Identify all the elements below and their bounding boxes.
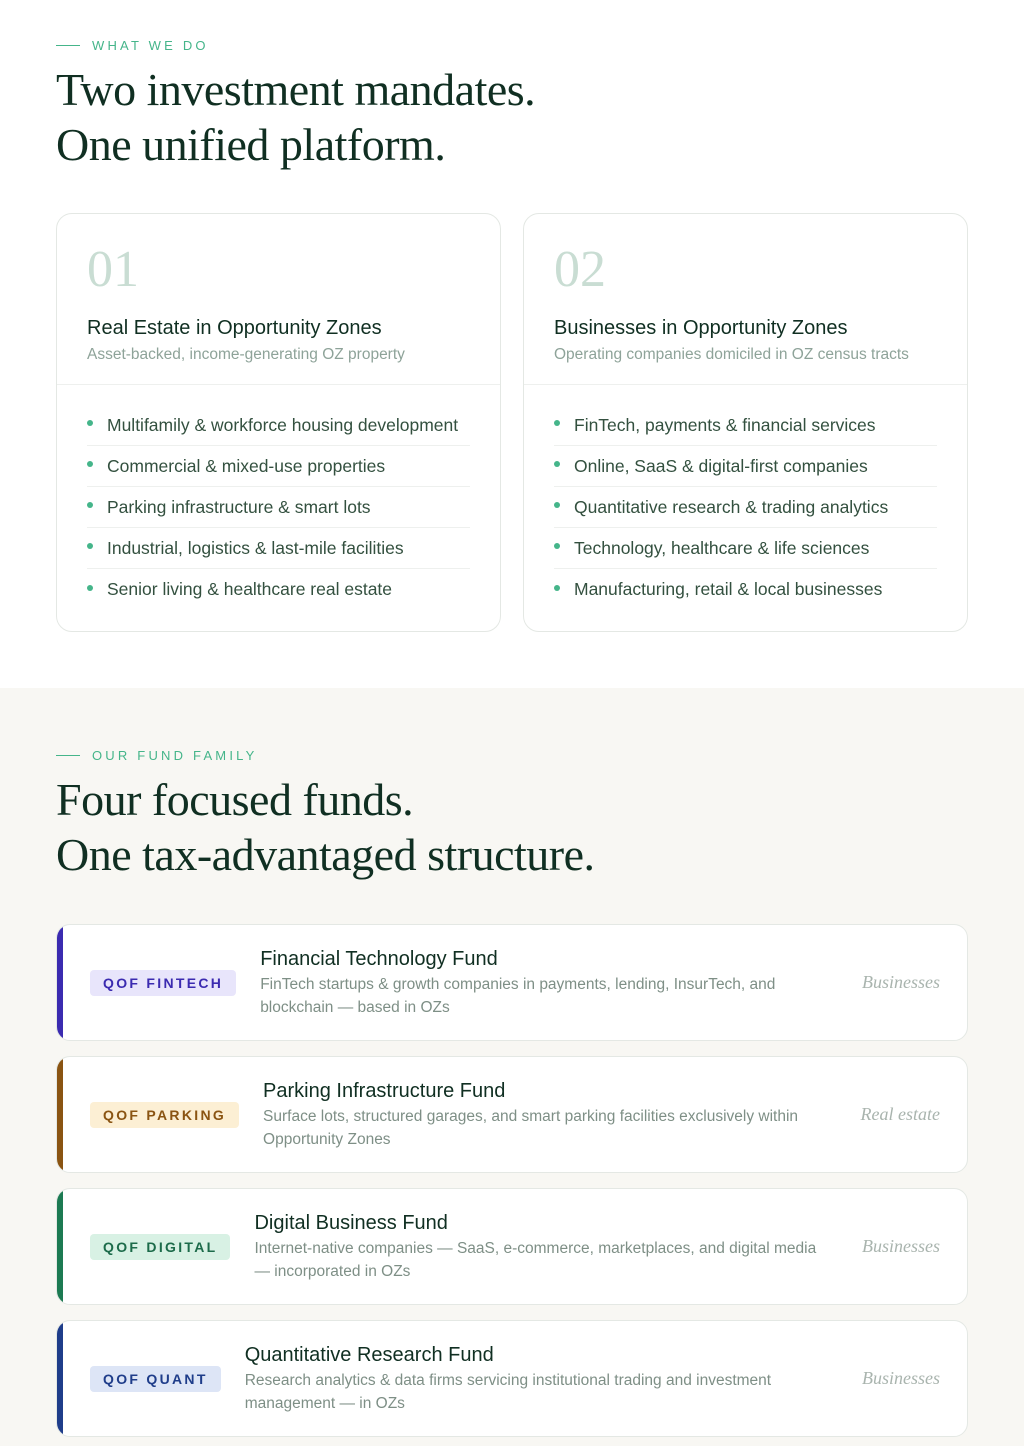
list-item [554,446,937,487]
fund-type: Real estate [860,1104,940,1124]
section-eyebrow [56,748,968,762]
bullet-icon [87,502,93,508]
fund-family-content [0,748,1024,1452]
list-item [87,487,470,528]
fund-name: Financial Technology Fund [260,947,498,970]
bullet-icon [87,543,93,549]
bullet-icon [554,420,560,426]
fund-body [260,947,862,1019]
mandates-grid [56,213,968,632]
list-item [554,528,937,569]
list-item-label: Online, SaaS & digital-first companies [574,455,868,476]
fund-body [254,1211,862,1283]
bullet-icon [554,461,560,467]
fund-tag: QOF QUANT [90,1366,221,1392]
fund-name: Parking Infrastructure Fund [263,1079,506,1102]
list-item [554,569,937,610]
list-item [87,405,470,446]
list-item-label: Technology, healthcare & life sciences [574,537,870,558]
what-we-do-section [0,0,1024,688]
mandate-number: 02 [554,241,606,298]
eyebrow-label: WHAT WE DO [92,37,209,53]
bullet-icon [554,502,560,508]
fund-accent-bar [57,925,63,1040]
fund-tag: QOF FINTECH [90,970,236,996]
fund-type: Businesses [862,1368,940,1388]
list-item-label: Industrial, logistics & last-mile facilities [107,537,404,558]
section-headline [56,772,968,882]
bullet-icon [87,585,93,591]
headline-line-1: Four focused funds. [56,774,414,825]
mandate-number: 01 [87,241,139,298]
list-item-label: Quantitative research & trading analytics [574,496,889,517]
mandate-card-real-estate [56,213,501,632]
fund-type: Businesses [862,972,940,992]
list-item-label: Multifamily & workforce housing development [107,414,459,435]
fund-description: Internet-native companies — SaaS, e-commerce, marketplaces, and digital media — incorporated in OZs [254,1239,817,1280]
fund-list [56,924,968,1437]
fund-name: Quantitative Research Fund [244,1343,494,1366]
list-item [87,528,470,569]
bullet-icon [87,461,93,467]
fund-description: Research analytics & data firms servicing institutional trading and investment management — in OZs [244,1371,772,1412]
fund-body [245,1343,862,1415]
mandate-header [524,214,967,385]
mandate-list [524,385,967,610]
fund-accent-bar [57,1057,63,1172]
bullet-icon [87,420,93,426]
fund-card-fintech[interactable] [56,924,968,1041]
section-eyebrow [56,38,968,52]
fund-tag: QOF DIGITAL [90,1234,230,1260]
eyebrow-rule [56,755,80,756]
headline-line-2: One tax-advantaged structure. [56,829,595,880]
list-item-label: Parking infrastructure & smart lots [107,496,371,517]
fund-name: Digital Business Fund [254,1211,448,1234]
list-item-label: Senior living & healthcare real estate [107,579,393,599]
fund-description: Surface lots, structured garages, and smart parking facilities exclusively within Opportunity Zones [263,1107,799,1148]
list-item [554,405,937,446]
mandate-subtitle: Operating companies domiciled in OZ census tracts [554,346,909,363]
mandate-card-businesses [523,213,968,632]
mandate-subtitle: Asset-backed, income-generating OZ property [87,346,405,363]
mandate-list [57,385,500,610]
fund-accent-bar [57,1321,63,1436]
fund-accent-bar [57,1189,63,1304]
mandate-header [57,214,500,385]
bullet-icon [554,585,560,591]
list-item-label: Manufacturing, retail & local businesses [574,579,883,599]
fund-description: FinTech startups & growth companies in payments, lending, InsurTech, and blockchain — based in OZs [260,975,776,1016]
list-item [87,446,470,487]
fund-card-parking[interactable] [56,1056,968,1173]
fund-card-digital[interactable] [56,1188,968,1305]
bullet-icon [554,543,560,549]
fund-tag: QOF PARKING [90,1102,239,1128]
eyebrow-label: OUR FUND FAMILY [92,747,258,763]
list-item [554,487,937,528]
headline-line-2: One unified platform. [56,119,446,170]
fund-body [263,1079,860,1151]
list-item [87,569,470,610]
fund-type: Businesses [862,1236,940,1256]
fund-card-quant[interactable] [56,1320,968,1437]
eyebrow-rule [56,45,80,46]
mandate-title: Businesses in Opportunity Zones [554,317,848,339]
list-item-label: FinTech, payments & financial services [574,414,876,435]
headline-line-1: Two investment mandates. [56,64,536,115]
section-headline [56,62,968,172]
mandate-title: Real Estate in Opportunity Zones [87,317,382,339]
list-item-label: Commercial & mixed-use properties [107,455,386,476]
